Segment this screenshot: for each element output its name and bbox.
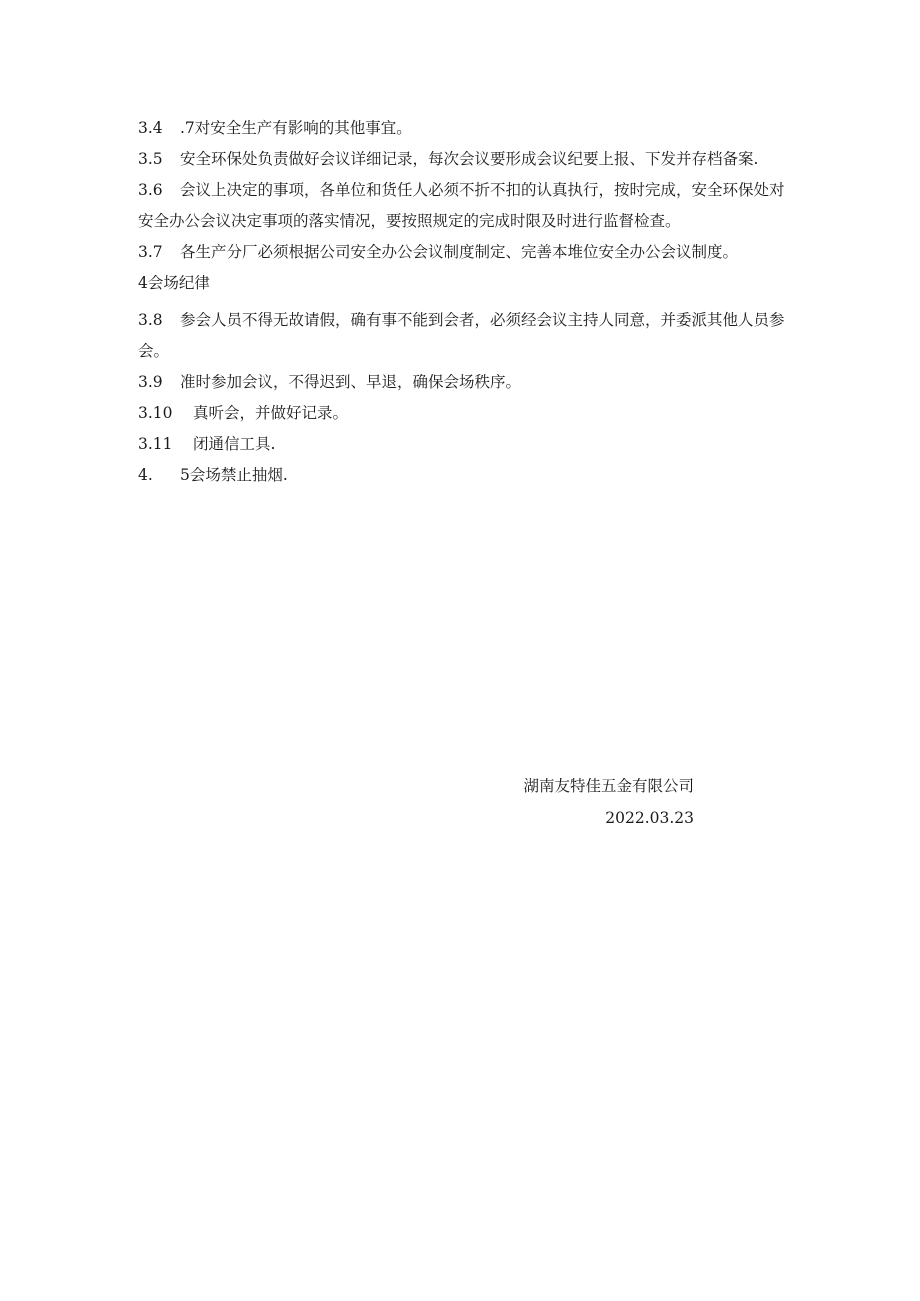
list-item — [138, 113, 788, 144]
item-text: 各生产分厂必须根据公司安全办公会议制度制定、完善本堆位安全办公会议制度。 — [180, 243, 739, 261]
item-text: 闭通信工具. — [193, 435, 276, 453]
company-name: 湖南友特佳五金有限公司 — [523, 777, 694, 795]
list-item — [138, 175, 788, 237]
item-text: 安全环保处负责做好会议详细记录，每次会议要形成会议纪要上报、下发并存档备案. — [180, 150, 759, 168]
list-item — [138, 367, 788, 398]
item-number: 3.5 — [138, 150, 163, 168]
item-number: 3.6 — [138, 181, 163, 199]
item-number: 3.4 — [138, 119, 163, 137]
item-text: 参会人员不得无故请假，确有事不能到会者，必须经会议主持人同意，并委派其他人员参会。 — [138, 311, 785, 360]
item-text: 5会场禁止抽烟. — [180, 466, 288, 484]
item-number: 3.7 — [138, 243, 163, 261]
signature-block — [523, 770, 694, 834]
list-item — [138, 460, 788, 491]
item-text: 准时参加会议，不得迟到、早退，确保会场秩序。 — [180, 373, 522, 391]
item-text: 真听会，并做好记录。 — [193, 404, 349, 422]
list-item — [138, 237, 788, 268]
item-number: 3.9 — [138, 373, 163, 391]
section-heading: 4会场纪律 — [138, 274, 210, 292]
item-number: 4. — [138, 466, 153, 484]
list-item — [138, 144, 788, 175]
item-text: .7对安全生产有影响的其他事宜。 — [180, 119, 412, 137]
list-item — [138, 305, 788, 367]
item-number: 3.10 — [138, 404, 173, 422]
list-item — [138, 429, 788, 460]
item-number: 3.11 — [138, 435, 173, 453]
item-number: 3.8 — [138, 311, 163, 329]
item-text: 会议上决定的事项，各单位和货任人必须不折不扣的认真执行，按时完成，安全环保处对安全办公会议决定事项的落实情况，要按照规定的完成时限及时进行监督检查。 — [138, 181, 785, 230]
list-item — [138, 398, 788, 429]
document-body — [138, 113, 788, 491]
signature-date: 2022.03.23 — [605, 809, 694, 827]
